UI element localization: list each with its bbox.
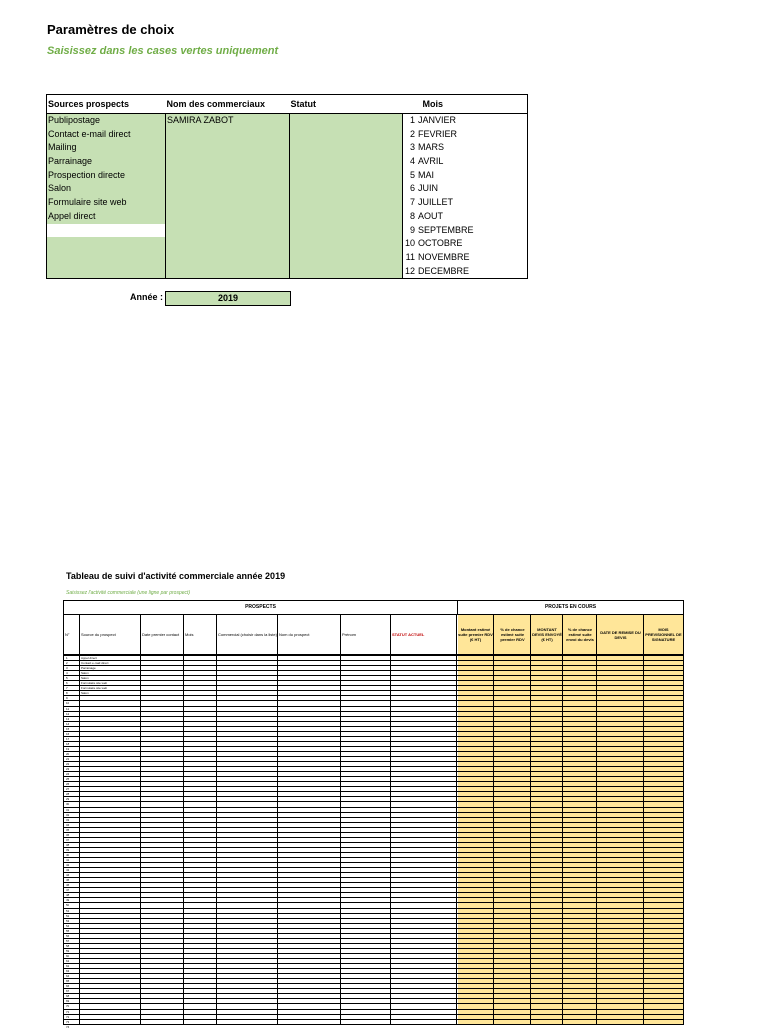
group-projets: PROJETS EN COURS xyxy=(457,601,683,615)
row-number: 62 xyxy=(66,964,70,969)
mois-number: 3 xyxy=(409,142,415,153)
row-divider xyxy=(64,897,683,898)
row-number: 53 xyxy=(66,918,70,923)
row-number: 8 xyxy=(66,691,68,696)
row-divider xyxy=(64,993,683,994)
column-header: DATE DE REMISE DU DEVIS xyxy=(597,615,644,655)
mois-item xyxy=(403,169,527,183)
statut-column[interactable] xyxy=(290,114,403,279)
row-number: 2 xyxy=(66,661,68,666)
mois-number: 10 xyxy=(404,238,415,249)
row-number: 44 xyxy=(66,873,70,878)
row-number: 16 xyxy=(66,731,70,736)
row-divider xyxy=(64,721,683,722)
row-number: 10 xyxy=(66,701,70,706)
row-divider xyxy=(64,908,683,909)
row-number: 67 xyxy=(66,989,70,994)
row-divider xyxy=(64,670,683,671)
row-divider xyxy=(64,877,683,878)
row-number: 15 xyxy=(66,726,70,731)
mois-name: JUILLET xyxy=(418,197,454,208)
row-source[interactable]: Formulaire site web xyxy=(81,681,108,686)
row-number: 72 xyxy=(66,1014,70,1019)
mois-number: 2 xyxy=(409,128,415,139)
mois-item xyxy=(403,128,527,142)
row-source[interactable]: Formulaire site web xyxy=(81,686,108,691)
row-number: 31 xyxy=(66,807,70,812)
row-number: 46 xyxy=(66,883,70,888)
row-divider xyxy=(64,918,683,919)
mois-item xyxy=(403,210,527,224)
row-number: 18 xyxy=(66,741,70,746)
empty-cell[interactable] xyxy=(47,237,165,251)
row-divider xyxy=(64,791,683,792)
row-number: 61 xyxy=(66,959,70,963)
mois-item xyxy=(403,251,527,265)
header-mois: Mois xyxy=(403,95,528,114)
row-divider xyxy=(64,948,683,949)
mois-number: 5 xyxy=(409,169,415,180)
annee-input[interactable]: 2019 xyxy=(165,291,291,306)
row-divider xyxy=(64,695,683,696)
row-number: 43 xyxy=(66,868,70,873)
suivi-title: Tableau de suivi d'activité commerciale année 2019 xyxy=(66,571,286,581)
column-header: Nom du prospect xyxy=(278,615,341,655)
row-divider xyxy=(64,902,683,903)
row-number: 60 xyxy=(66,953,70,958)
row-number: 6 xyxy=(66,681,68,686)
mois-number: 7 xyxy=(409,197,415,208)
row-divider xyxy=(64,741,683,742)
row-divider xyxy=(64,726,683,727)
mois-number: 8 xyxy=(409,210,415,221)
row-divider xyxy=(64,867,683,868)
row-divider xyxy=(64,660,683,661)
mois-name: MARS xyxy=(418,142,445,153)
row-number: 70 xyxy=(66,1004,70,1009)
mois-name: FEVRIER xyxy=(418,128,458,139)
mois-number: 4 xyxy=(409,156,415,167)
row-number: 29 xyxy=(66,797,70,802)
mois-item xyxy=(403,196,527,210)
params-table xyxy=(46,94,528,279)
row-divider xyxy=(64,857,683,858)
row-divider xyxy=(64,781,683,782)
row-divider xyxy=(64,837,683,838)
mois-item xyxy=(403,265,527,279)
row-source[interactable]: Salon xyxy=(81,671,89,676)
row-divider xyxy=(64,913,683,914)
row-number: 3 xyxy=(66,666,68,671)
row-number: 33 xyxy=(66,817,70,822)
row-source[interactable]: Parrainage xyxy=(81,666,96,671)
mois-name: NOVEMBRE xyxy=(418,251,470,262)
row-divider xyxy=(64,827,683,828)
annee-label: Année : xyxy=(130,292,164,302)
column-header: Prénom xyxy=(341,615,391,655)
row-divider xyxy=(64,807,683,808)
row-divider xyxy=(64,716,683,717)
row-divider xyxy=(64,832,683,833)
column-header: % de chance estimé suite premier RDV xyxy=(494,615,531,655)
row-source[interactable]: Salon xyxy=(81,691,89,696)
mois-item xyxy=(403,141,527,155)
row-number: 9 xyxy=(66,696,68,701)
column-header: MONTANT DEVIS ENVOYÉ (€ HT) xyxy=(531,615,563,655)
mois-number: 1 xyxy=(409,115,415,125)
row-divider xyxy=(64,943,683,944)
column-header: Date premier contact xyxy=(141,615,184,655)
column-header: % de chance estimé suite envoi du devis xyxy=(563,615,597,655)
row-divider xyxy=(64,892,683,893)
commercial-item[interactable]: SAMIRA ZABOT xyxy=(167,115,234,125)
source-item[interactable]: Publipostage xyxy=(48,115,101,125)
row-number: 19 xyxy=(66,746,70,751)
row-number: 48 xyxy=(66,893,70,898)
row-number: 25 xyxy=(66,777,70,782)
row-number: 54 xyxy=(66,923,70,928)
selected-empty-cell[interactable] xyxy=(47,224,165,238)
row-number: 12 xyxy=(66,711,70,716)
row-number: 4 xyxy=(66,671,68,676)
mois-name: AOUT xyxy=(418,210,444,221)
mois-name: OCTOBRE xyxy=(418,238,463,249)
row-number: 74 xyxy=(66,1024,70,1029)
row-divider xyxy=(64,812,683,813)
source-item[interactable]: Prospection directe xyxy=(48,169,126,180)
row-divider xyxy=(64,887,683,888)
row-number: 41 xyxy=(66,858,70,862)
row-number: 45 xyxy=(66,878,70,883)
row-number: 14 xyxy=(66,721,70,726)
sources-column[interactable] xyxy=(47,114,166,279)
row-divider xyxy=(64,862,683,863)
row-number: 30 xyxy=(66,802,70,807)
row-divider xyxy=(64,746,683,747)
mois-name: DECEMBRE xyxy=(418,265,470,276)
row-divider xyxy=(64,796,683,797)
header-statut: Statut xyxy=(290,95,403,114)
row-divider xyxy=(64,928,683,929)
row-number: 26 xyxy=(66,782,70,787)
commerciaux-column[interactable] xyxy=(166,114,290,279)
row-number: 51 xyxy=(66,908,70,913)
row-divider xyxy=(64,847,683,848)
column-header: N° xyxy=(64,615,80,655)
row-number: 58 xyxy=(66,943,70,948)
row-number: 21 xyxy=(66,757,70,761)
row-divider xyxy=(64,963,683,964)
row-divider xyxy=(64,1009,683,1010)
row-divider xyxy=(64,998,683,999)
row-divider xyxy=(64,983,683,984)
row-divider xyxy=(64,882,683,883)
row-divider xyxy=(64,711,683,712)
mois-number: 9 xyxy=(409,224,415,235)
row-divider xyxy=(64,675,683,676)
row-divider xyxy=(64,690,683,691)
mois-number: 6 xyxy=(409,183,415,194)
row-number: 68 xyxy=(66,994,70,999)
row-number: 49 xyxy=(66,898,70,903)
source-item[interactable]: Salon xyxy=(48,183,72,194)
row-number: 37 xyxy=(66,837,70,842)
row-divider xyxy=(64,786,683,787)
row-number: 65 xyxy=(66,979,70,984)
row-number: 27 xyxy=(66,787,70,792)
row-divider xyxy=(64,761,683,762)
row-divider xyxy=(64,700,683,701)
row-source[interactable]: Contact e-mail direct xyxy=(81,661,109,666)
mois-item xyxy=(403,155,527,169)
row-divider xyxy=(64,801,683,802)
row-divider xyxy=(64,771,683,772)
row-number: 50 xyxy=(66,903,70,908)
mois-name: JANVIER xyxy=(418,115,457,125)
mois-item xyxy=(403,114,527,128)
empty-cell[interactable] xyxy=(47,251,165,265)
row-divider xyxy=(64,1014,683,1015)
header-commerciaux: Nom des commerciaux xyxy=(166,95,290,114)
row-number: 71 xyxy=(66,1009,70,1014)
row-divider xyxy=(64,978,683,979)
row-number: 20 xyxy=(66,751,70,756)
row-divider xyxy=(64,817,683,818)
row-divider xyxy=(64,968,683,969)
suivi-table xyxy=(63,600,684,1029)
row-number: 36 xyxy=(66,832,70,837)
mois-column xyxy=(403,114,528,279)
row-divider xyxy=(64,988,683,989)
column-header: MOIS PREVISIONNEL DE SIGNATURE xyxy=(644,615,683,655)
row-source[interactable]: Salon xyxy=(81,676,89,681)
row-divider xyxy=(64,933,683,934)
column-header: STATUT ACTUEL xyxy=(391,615,457,655)
column-header: Montant estimé suite premier RDV (€ HT) xyxy=(457,615,494,655)
row-divider xyxy=(64,766,683,767)
row-number: 7 xyxy=(66,686,68,691)
mois-number: 12 xyxy=(404,265,415,276)
row-divider xyxy=(64,958,683,959)
row-divider xyxy=(64,923,683,924)
row-number: 38 xyxy=(66,842,70,847)
row-number: 5 xyxy=(66,676,68,681)
row-number: 73 xyxy=(66,1019,70,1024)
mois-name: JUIN xyxy=(418,183,438,194)
row-number: 11 xyxy=(66,706,70,711)
column-header: Mois xyxy=(184,615,217,655)
row-number: 28 xyxy=(66,792,70,797)
mois-name: SEPTEMBRE xyxy=(418,224,474,235)
row-divider xyxy=(64,756,683,757)
row-divider xyxy=(64,1003,683,1004)
row-number: 64 xyxy=(66,974,70,979)
column-header: Commercial (choisir dans la liste) xyxy=(217,615,278,655)
column-header: Source du prospect xyxy=(80,615,141,655)
mois-item xyxy=(403,224,527,238)
row-divider xyxy=(64,842,683,843)
source-item[interactable]: Contact e-mail direct xyxy=(48,128,131,139)
row-number: 1 xyxy=(66,656,68,660)
row-number: 23 xyxy=(66,767,70,772)
row-divider xyxy=(64,822,683,823)
row-divider xyxy=(64,776,683,777)
row-divider xyxy=(64,751,683,752)
row-divider xyxy=(64,680,683,681)
header-sources: Sources prospects xyxy=(47,95,166,114)
row-number: 42 xyxy=(66,863,70,868)
mois-number: 11 xyxy=(405,251,415,262)
row-divider xyxy=(64,731,683,732)
row-number: 52 xyxy=(66,913,70,918)
row-divider xyxy=(64,736,683,737)
row-number: 59 xyxy=(66,948,70,953)
page-title: Paramètres de choix xyxy=(47,22,175,37)
row-number: 35 xyxy=(66,827,70,832)
row-number: 63 xyxy=(66,969,70,974)
source-item[interactable]: Formulaire site web xyxy=(48,197,127,208)
row-divider xyxy=(64,706,683,707)
source-item[interactable]: Appel direct xyxy=(48,210,96,221)
mois-item xyxy=(403,182,527,196)
source-item[interactable]: Mailing xyxy=(48,142,77,153)
row-divider xyxy=(64,1019,683,1020)
row-number: 40 xyxy=(66,852,70,857)
row-divider xyxy=(64,655,683,656)
mois-name: AVRIL xyxy=(418,156,444,167)
row-divider xyxy=(64,872,683,873)
row-number: 56 xyxy=(66,933,70,938)
row-number: 24 xyxy=(66,772,70,777)
page-subtitle: Saisissez dans les cases vertes uniquement xyxy=(47,45,279,57)
row-number: 55 xyxy=(66,928,70,933)
row-divider xyxy=(64,938,683,939)
row-number: 34 xyxy=(66,822,70,827)
row-number: 32 xyxy=(66,812,70,817)
empty-cell[interactable] xyxy=(47,265,165,279)
row-number: 69 xyxy=(66,999,70,1004)
row-number: 57 xyxy=(66,938,70,943)
row-divider xyxy=(64,685,683,686)
source-item[interactable]: Parrainage xyxy=(48,156,93,167)
mois-item xyxy=(403,237,527,251)
row-divider xyxy=(64,665,683,666)
group-prospects: PROSPECTS xyxy=(64,601,457,615)
row-number: 13 xyxy=(66,716,70,721)
row-source[interactable]: Appel direct xyxy=(81,656,97,660)
row-number: 39 xyxy=(66,847,70,852)
mois-name: MAI xyxy=(418,169,435,180)
row-number: 47 xyxy=(66,888,70,893)
row-divider xyxy=(64,953,683,954)
row-divider xyxy=(64,973,683,974)
suivi-subtitle: Saisissez l'activité commerciale (une ligne par prospect) xyxy=(66,590,191,596)
row-number: 22 xyxy=(66,762,70,767)
row-number: 66 xyxy=(66,984,70,989)
row-divider xyxy=(64,852,683,853)
row-number: 17 xyxy=(66,736,70,741)
